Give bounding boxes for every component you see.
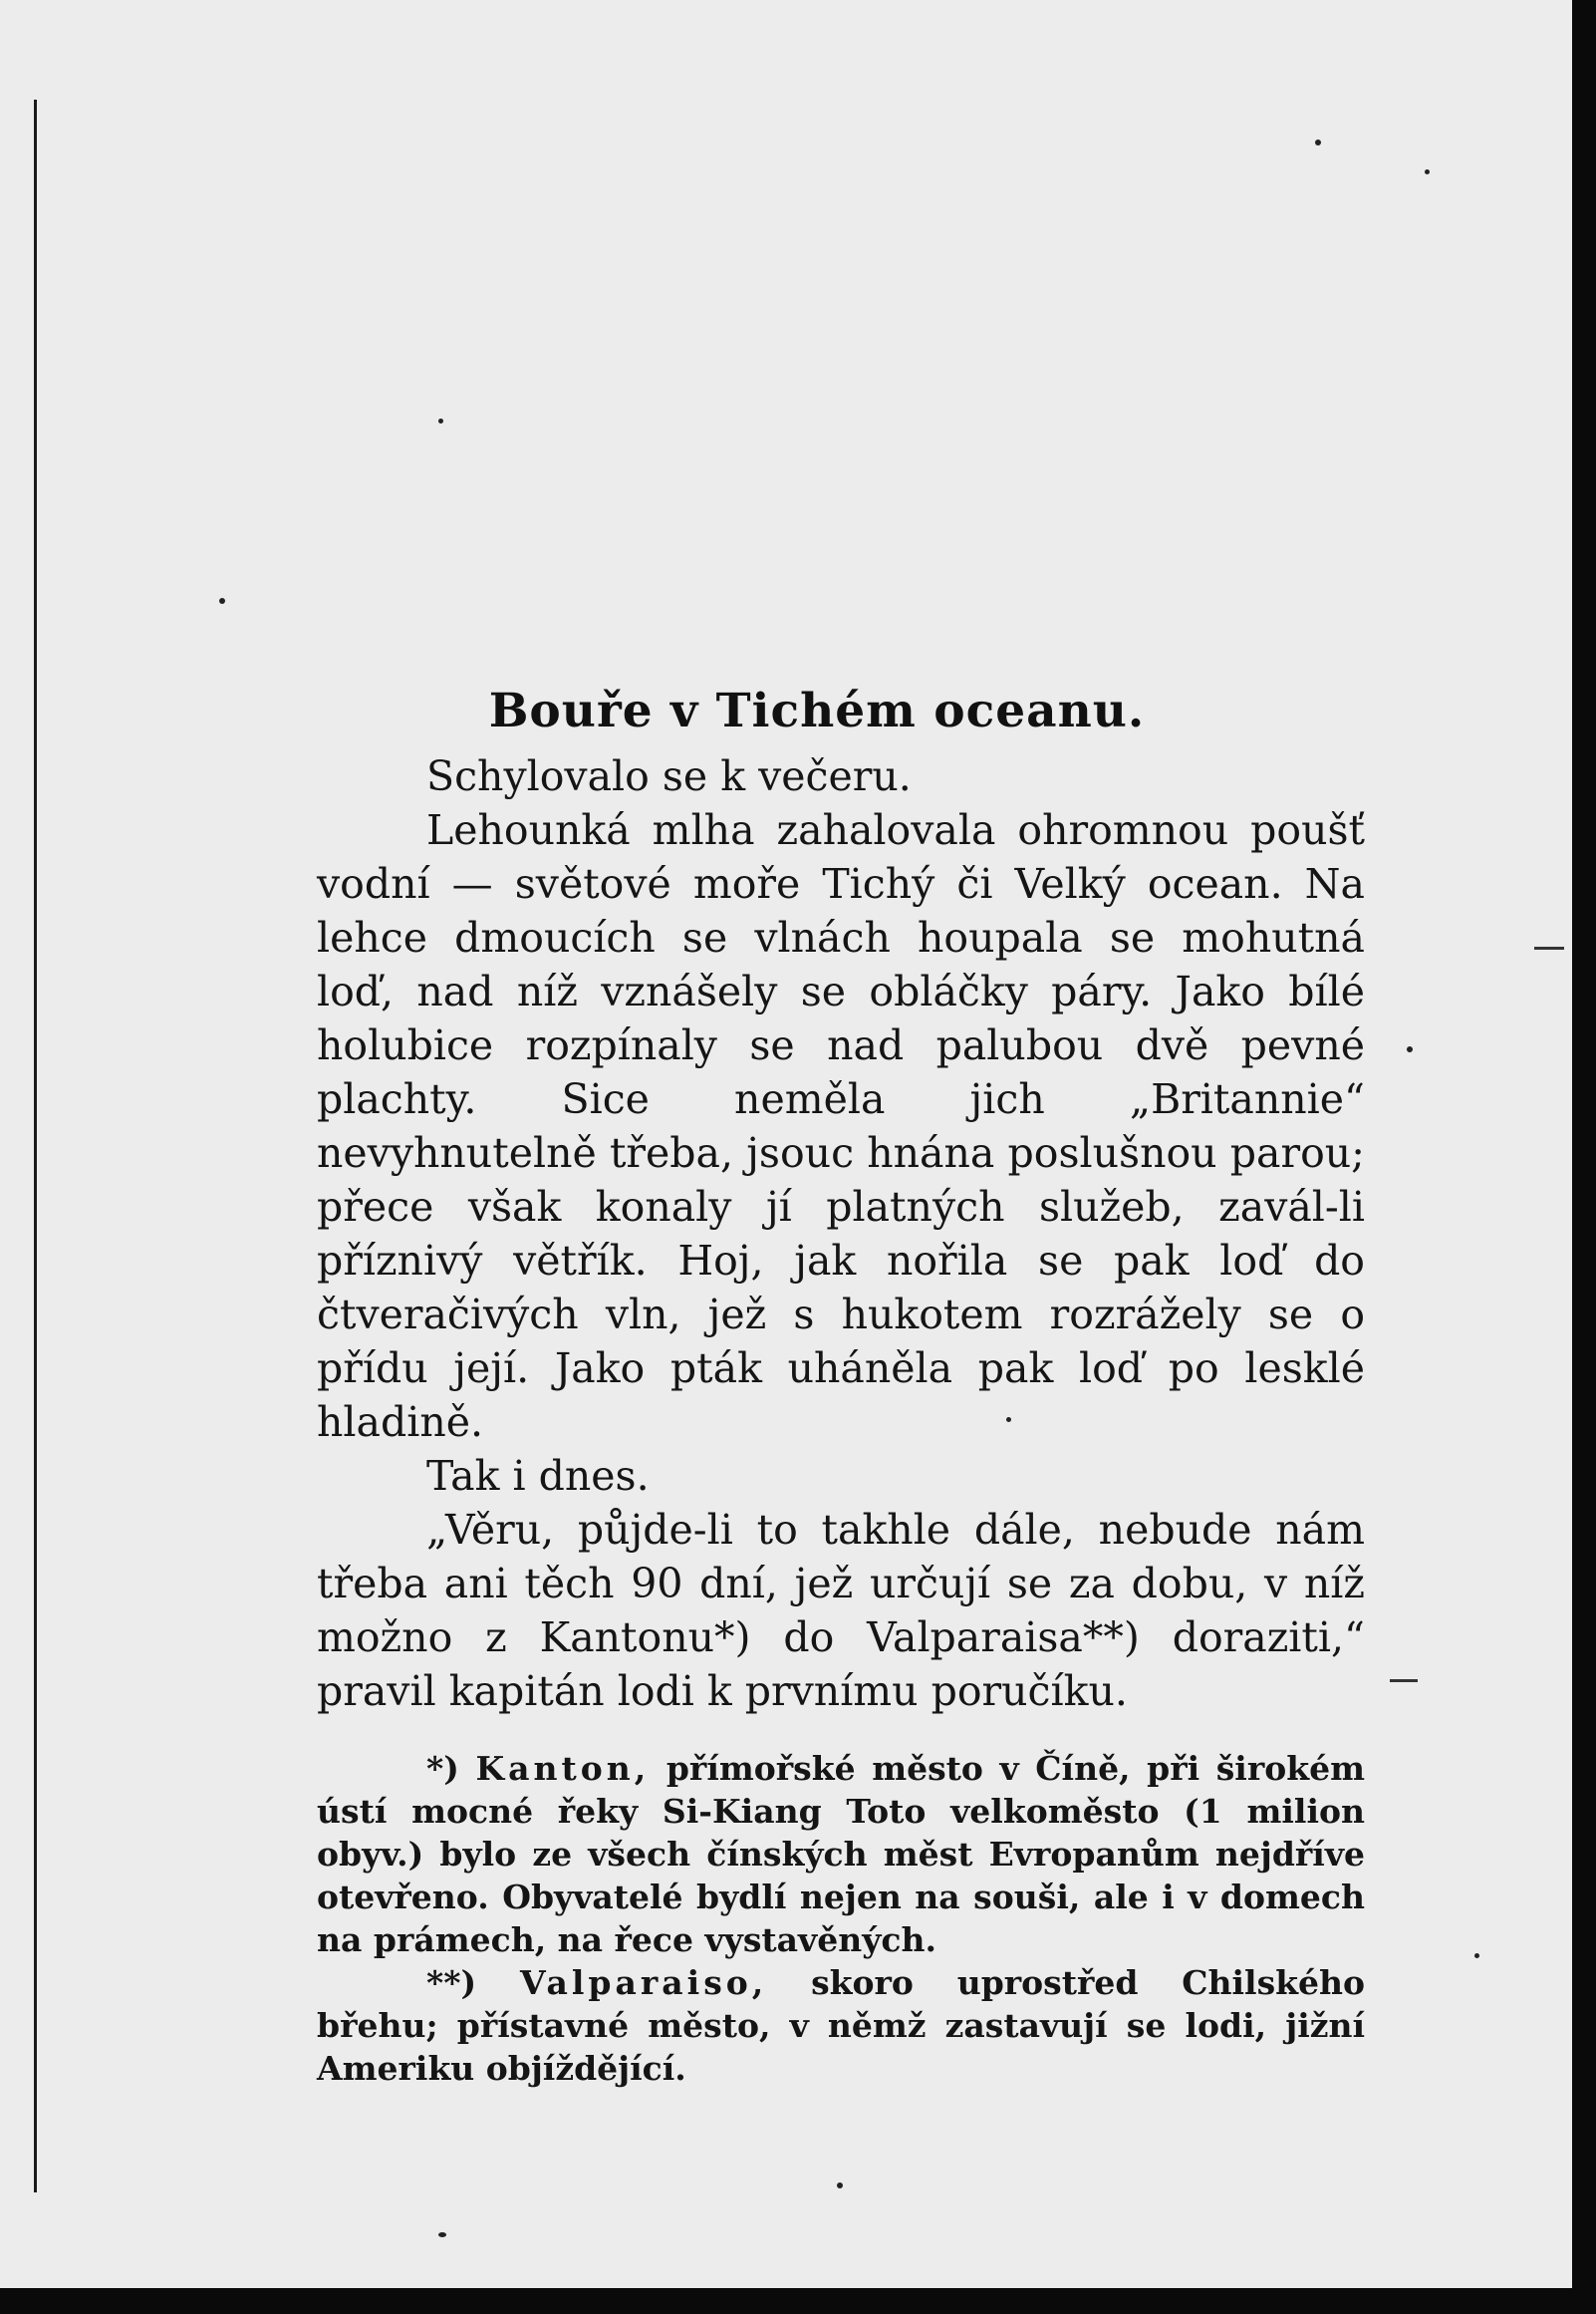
- paragraph: Tak i dnes.: [426, 1452, 650, 1500]
- chapter-title: Bouře v Tichém oceanu.: [488, 684, 1146, 739]
- footnote-term: Kanton,: [475, 1749, 651, 1788]
- paragraph: Lehounká mlha zahalovala ohromnou poušť vodní — světové moře Tichý či Velký ocean. Na lehce dmoucích se vlnách houpala se mohutná loď, nad níž vznášely se obláčky páry. Jako bílé holubice rozpínaly se nad palubou dvě pevné plachty. Sice neměla jich „Britannie“ nevyhnutelně třeba, jsouc hnána poslušnou parou; přece však konaly jí platných služeb, zavál-li příznivý větřík. Hoj, jak nořila se pak loď do čtveračivých vln, jež s hukotem rozrážely se o přídu její. Jako pták uháněla pak loď po lesklé hladině.: [317, 806, 1365, 1446]
- scan-speck: [438, 2232, 446, 2237]
- scan-speck: [837, 2182, 843, 2188]
- paragraph: „Věru, půjde-li to takhle dále, nebude nám třeba ani těch 90 dní, jež určují se za dobu, v níž možno z Kantonu*) do Valparaisa**) doraziti,“ pravil kapitán lodi k prvnímu poručíku.: [317, 1506, 1365, 1715]
- footnote-text: přímořské město v Číně, při širokém ústí mocné řeky Si-Kiang Toto velkoměsto (1 milion obyv.) bylo ze všech čínských měst Evropanům nejdříve otevřeno. Obyvatelé bydlí nejen na souši, ale i v domech na prámech, na řece vystavěných.: [317, 1749, 1365, 1959]
- body-text: [317, 749, 1365, 1718]
- scan-speck: [1425, 169, 1430, 174]
- scan-speck: [1407, 1046, 1413, 1052]
- scan-speck: [1474, 1953, 1479, 1958]
- footnote-term: Valparaiso,: [519, 1963, 768, 2002]
- footnote: [317, 1747, 1365, 1961]
- scan-speck: [219, 598, 225, 604]
- scan-speck: [438, 419, 443, 424]
- scan-mark: [1534, 947, 1564, 950]
- footnote: [317, 1961, 1365, 2090]
- footnote-marker: **): [426, 1963, 477, 2002]
- footnote-text: skoro uprostřed Chilského břehu; přístavné město, v němž zastavují se lodi, jižní Ameriku objíždějící.: [317, 1963, 1366, 2088]
- footnotes: [317, 1747, 1365, 2090]
- scan-speck: [1315, 140, 1321, 145]
- footnote-separator: [317, 1739, 1365, 1741]
- footnote-marker: *): [426, 1749, 459, 1788]
- scan-mark: [1390, 1679, 1418, 1682]
- paragraph: Schylovalo se k večeru.: [426, 752, 912, 800]
- scan-edge-line: [34, 100, 37, 2192]
